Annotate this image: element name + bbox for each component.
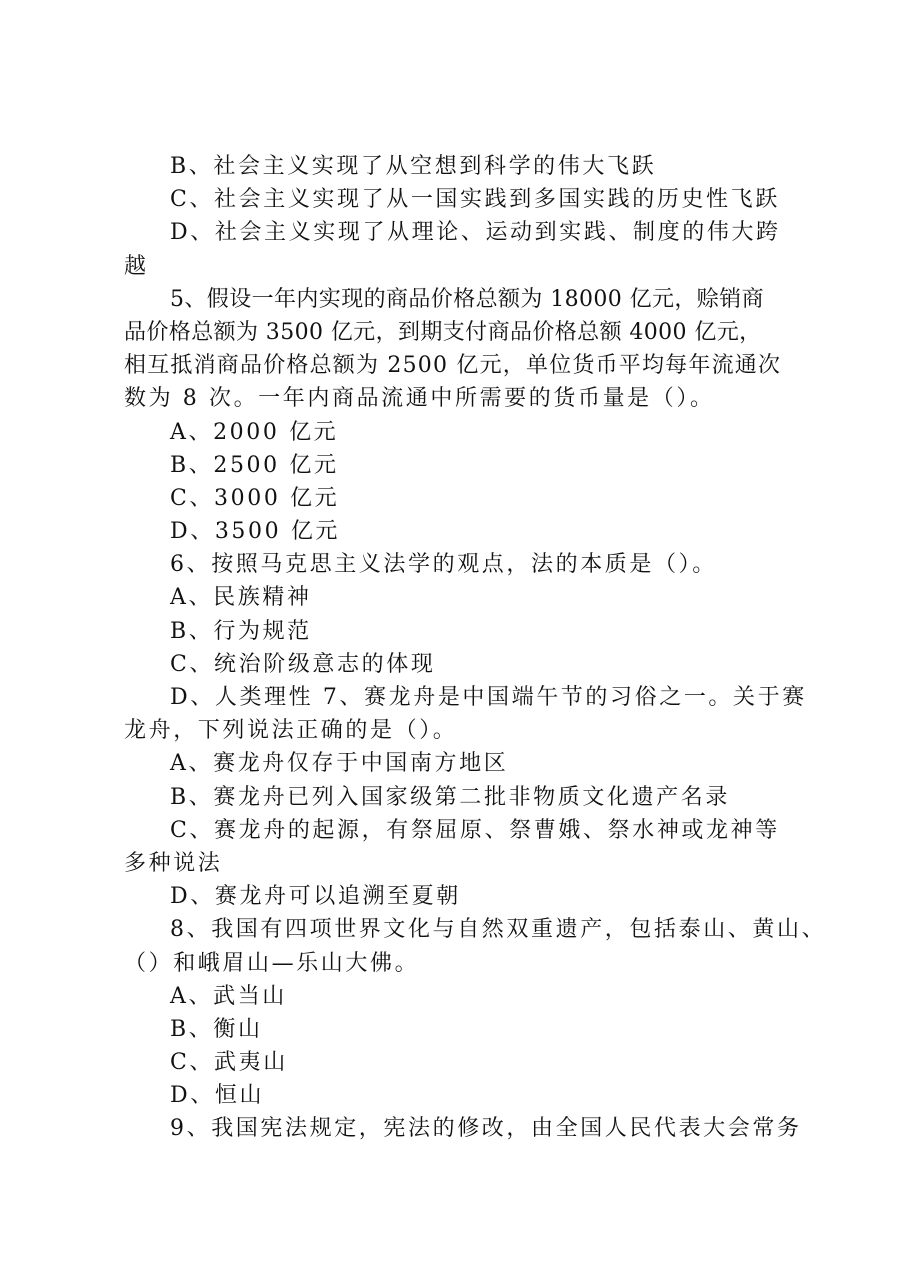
- question-line: 6、按照马克思主义法学的观点，法的本质是（）。: [170, 552, 717, 578]
- continuation-line: 多种说法: [124, 850, 223, 876]
- option-line: A、2000 亿元: [170, 419, 339, 445]
- option-line: A、武当山: [170, 983, 287, 1009]
- option-line: C、赛龙舟的起源，有祭屈原、祭曹娥、祭水神或龙神等: [170, 817, 780, 843]
- continuation-line: 越: [124, 253, 149, 279]
- option-line: C、统治阶级意志的体现: [170, 651, 436, 677]
- document-body: [124, 150, 827, 1146]
- option-line: C、社会主义实现了从一国实践到多国实践的历史性飞跃: [170, 187, 780, 213]
- question-line: 5、假设一年内实现的商品价格总额为 18000 亿元，赊销商: [170, 286, 764, 312]
- option-line: B、行为规范: [170, 618, 312, 644]
- option-line: B、赛龙舟已列入国家级第二批非物质文化遗产名录: [170, 784, 730, 810]
- option-line: B、衡山: [170, 1016, 263, 1042]
- option-line: D、赛龙舟可以追溯至夏朝: [170, 884, 461, 910]
- continuation-line: （）和峨眉山—乐山大佛。: [124, 950, 420, 976]
- continuation-line: 龙舟，下列说法正确的是（）。: [124, 718, 458, 744]
- option-line: D、人类理性 7、赛龙舟是中国端午节的习俗之一。关于赛: [170, 685, 807, 710]
- option-line: B、2500 亿元: [170, 452, 339, 478]
- continuation-line: 品价格总额为 3500 亿元，到期支付商品价格总额 4000 亿元，: [124, 319, 762, 345]
- option-line: D、3500 亿元: [170, 519, 341, 545]
- option-line: C、3000 亿元: [170, 485, 340, 511]
- option-line: C、武夷山: [170, 1050, 288, 1076]
- option-line: B、社会主义实现了从空想到科学的伟大飞跃: [170, 154, 657, 179]
- option-line: A、赛龙舟仅存于中国南方地区: [170, 751, 509, 777]
- continuation-line: 相互抵消商品价格总额为 2500 亿元，单位货币平均每年流通次: [124, 353, 782, 379]
- question-line: 9、我国宪法规定，宪法的修改，由全国人民代表大会常务: [170, 1116, 802, 1142]
- question-line: 8、我国有四项世界文化与自然双重遗产，包括泰山、黄山、: [170, 917, 827, 943]
- option-line: D、恒山: [170, 1083, 265, 1109]
- option-line: A、民族精神: [170, 585, 312, 611]
- continuation-line: 数为 8 次。一年内商品流通中所需要的货币量是（）。: [124, 386, 715, 412]
- option-line: D、社会主义实现了从理论、运动到实践、制度的伟大跨: [170, 220, 781, 246]
